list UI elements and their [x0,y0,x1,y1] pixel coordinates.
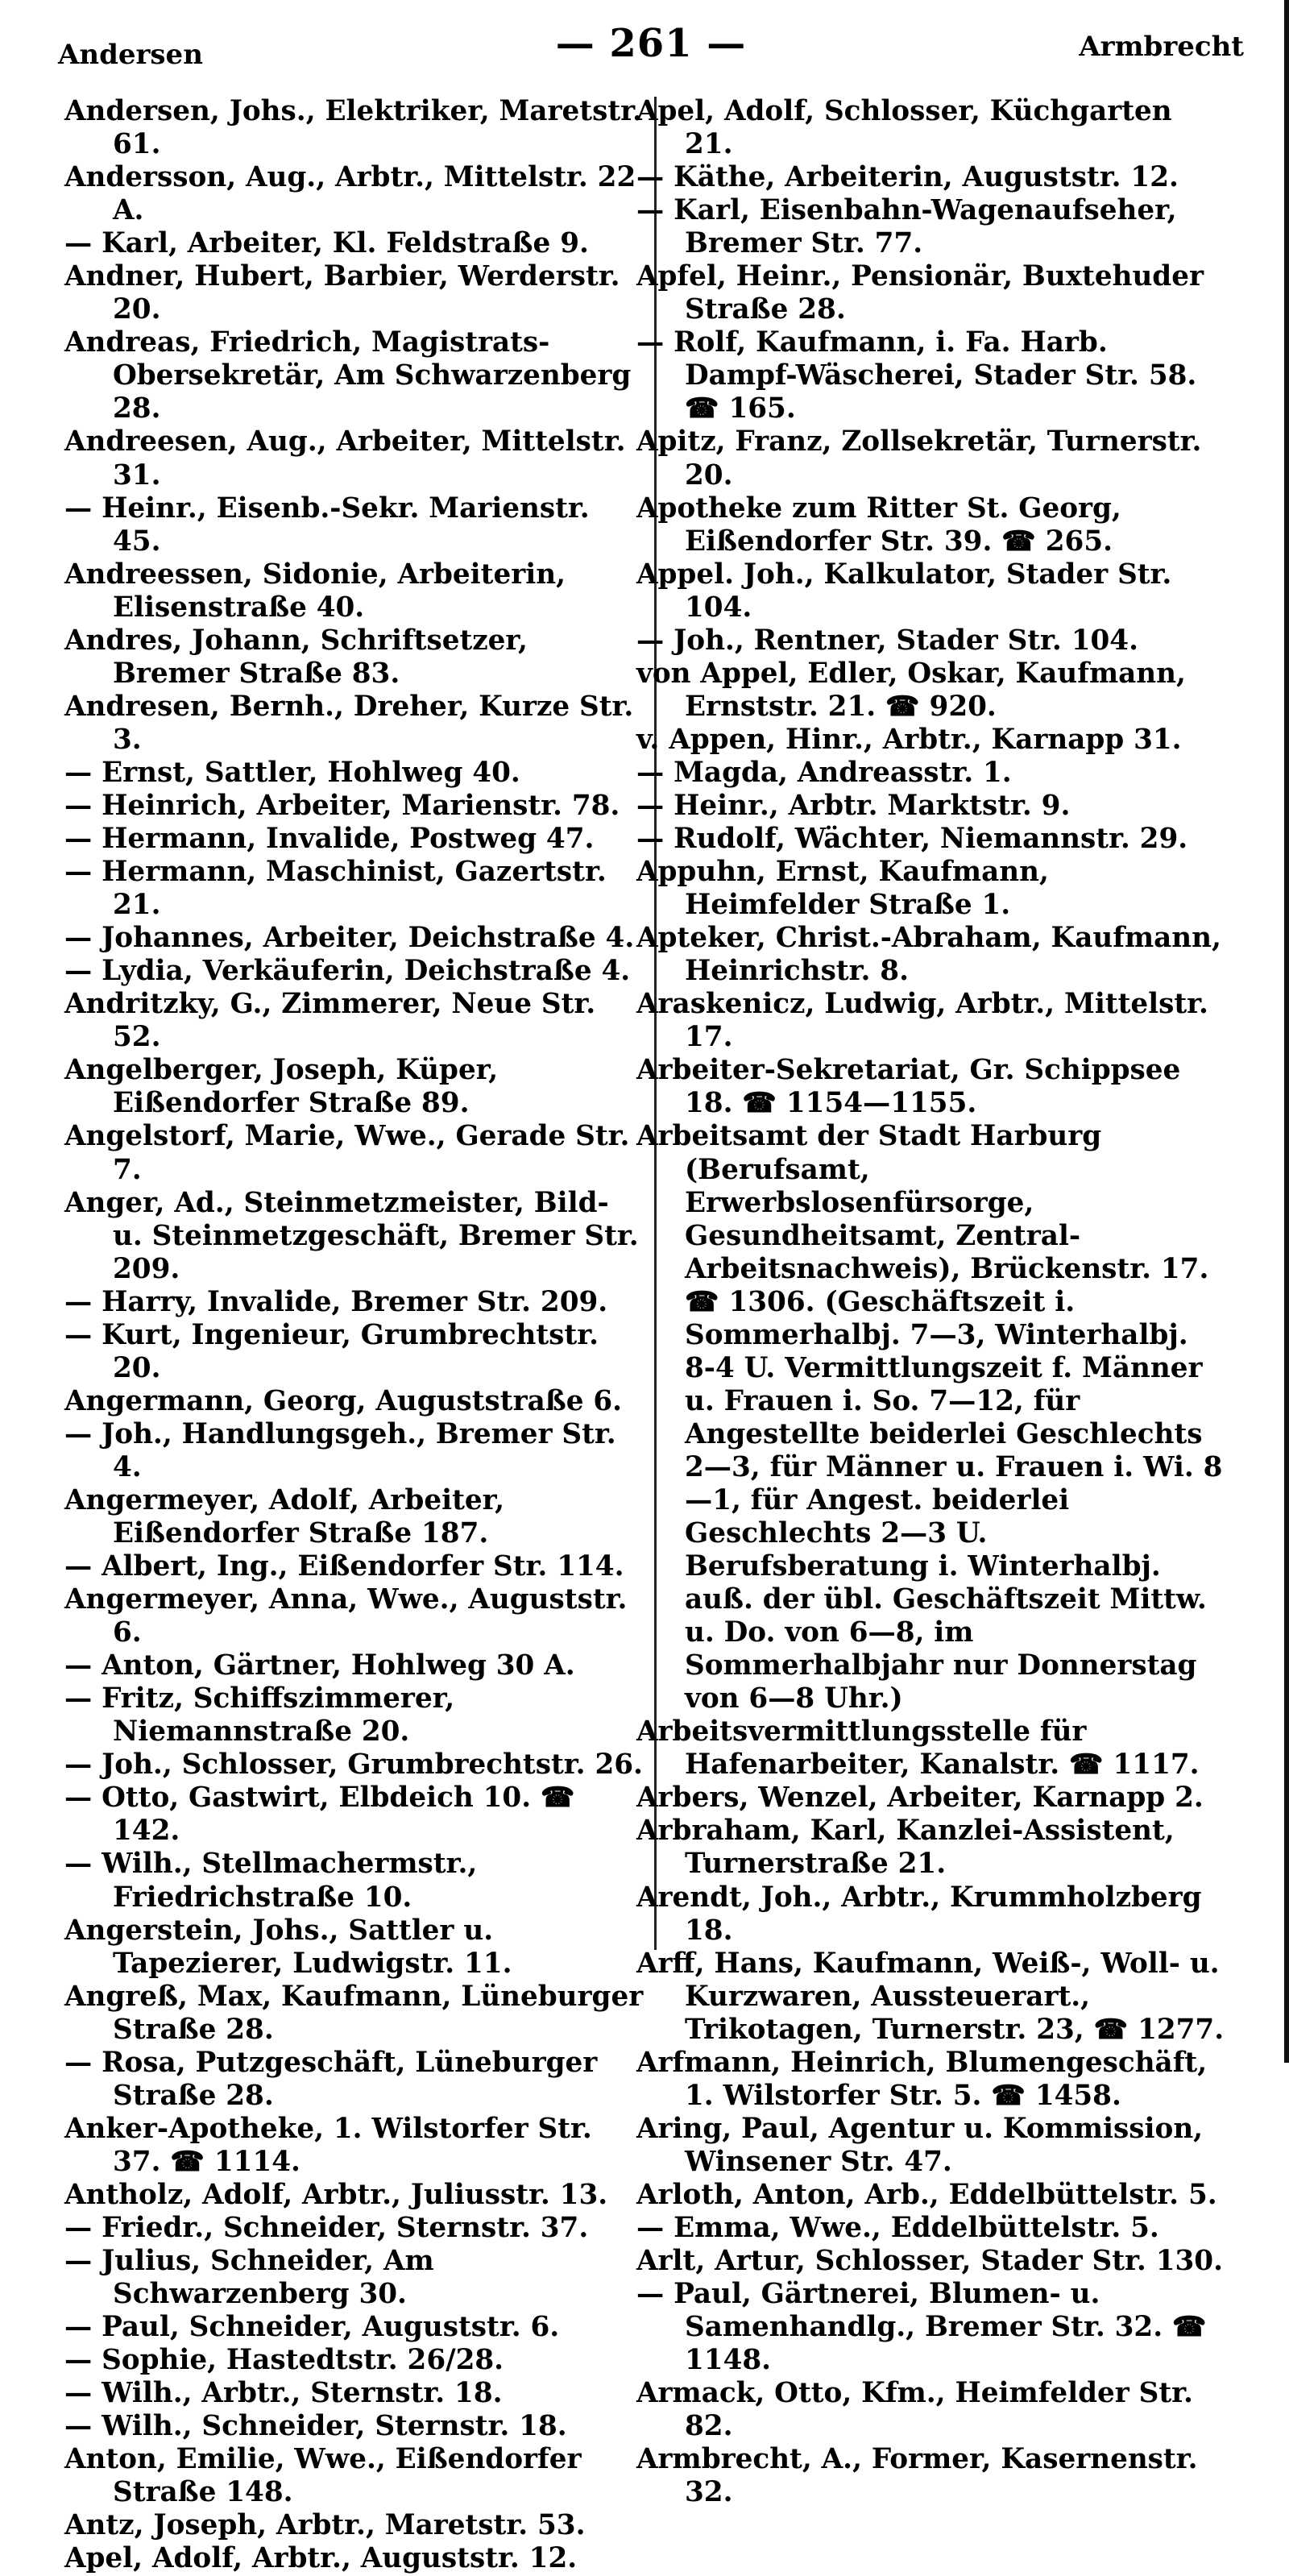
directory-entry: Appuhn, Ernst, Kaufmann, Heimfelder Straße 1. [636,856,1049,922]
directory-entry: — Wilh., Schneider, Sternstr. 18. [64,2410,567,2443]
directory-entry: Andritzky, G., Zimmerer, Neue Str. 52. [64,988,596,1054]
directory-entry: Arfmann, Heinrich, Blumengeschäft, 1. Wilstorfer Str. 5. ☎ 1458. [636,2046,1208,2112]
directory-entry: — Karl, Eisenbahn-Wagenaufseher, Bremer Str. 77. [636,194,1177,260]
directory-entry: von Appel, Edler, Oskar, Kaufmann, Ernststr. 21. ☎ 920. [636,657,1186,723]
directory-entry: Arff, Hans, Kaufmann, Weiß-, Woll- u. Kurzwaren, Aussteuerart., Trikotagen, Turnerstr. 23, ☎ 1277. [636,1947,1225,2046]
directory-entry: Arbeitsamt der Stadt Harburg (Berufsamt, Erwerbslosenfürsorge, Gesundheitsamt, Zentral-Arbeitsnachweis), Brückenstr. 17. ☎ 1306. (Geschäftszeit i. Sommerhalbj. 7—3, Winterhalbj. 8-4 U. Vermittlungszeit f. Männer u. Frauen i. So. 7—12, für Angestellte beiderlei Geschlechts 2—3, für Männer u. Frauen i. Wi. 8—1, für Angest. beiderlei Geschlechts 2—3 U. Berufsberatung i. Winterhalbj. auß. der übl. Geschäftszeit Mittw. u. Do. von 6—8, im Sommerhalbjahr nur Donnerstag von 6—8 Uhr.) [636,1120,1223,1715]
directory-entry: — Kurt, Ingenieur, Grumbrechtstr. 20. [64,1318,599,1384]
directory-entry: Angermann, Georg, Auguststraße 6. [64,1384,623,1417]
directory-entry: — Lydia, Verkäuferin, Deichstraße 4. [64,955,631,988]
directory-entry: Arbers, Wenzel, Arbeiter, Karnapp 2. [636,1782,1204,1815]
directory-entry: Andreessen, Sidonie, Arbeiterin, Elisenstraße 40. [64,558,566,624]
header-last-name: Armbrecht [1079,31,1244,63]
directory-entry: Andersson, Aug., Arbtr., Mittelstr. 22 A. [64,161,636,227]
left-column [64,95,644,2576]
directory-entry: Angreß, Max, Kaufmann, Lüneburger Straße 28. [64,1980,644,2046]
directory-entry: Arloth, Anton, Arb., Eddelbüttelstr. 5. [636,2178,1217,2211]
directory-entry: — Albert, Ing., Eißendorfer Str. 114. [64,1550,624,1583]
directory-entry: Antz, Joseph, Arbtr., Maretstr. 53. [64,2509,586,2542]
directory-entry: — Joh., Schlosser, Grumbrechtstr. 26. [64,1748,643,1782]
directory-entry: Apfel, Heinr., Pensionär, Buxtehuder Straße 28. [636,260,1204,326]
directory-entry: Arbeiter-Sekretariat, Gr. Schippsee 18. ☎ 1154—1155. [636,1054,1181,1120]
directory-entry: — Heinrich, Arbeiter, Marienstr. 78. [64,789,620,822]
directory-entry: — Rolf, Kaufmann, i. Fa. Harb. Dampf-Wäscherei, Stader Str. 58. ☎ 165. [636,326,1197,425]
directory-entry: — Harry, Invalide, Bremer Str. 209. [64,1285,608,1318]
page-number: — 261 — [555,21,747,66]
directory-entry: — Julius, Schneider, Am Schwarzenberg 30. [64,2245,434,2311]
directory-entry: — Johannes, Arbeiter, Deichstraße 4. [64,922,635,955]
directory-entry: — Käthe, Arbeiterin, Auguststr. 12. [636,161,1179,194]
directory-entry: — Ernst, Sattler, Hohlweg 40. [64,756,520,789]
directory-entry: Armack, Otto, Kfm., Heimfelder Str. 82. [636,2377,1193,2443]
directory-entry: Arlt, Artur, Schlosser, Stader Str. 130. [636,2245,1223,2278]
directory-entry: — Karl, Arbeiter, Kl. Feldstraße 9. [64,227,589,260]
directory-entry: Apteker, Christ.-Abraham, Kaufmann, Heinrichstr. 8. [636,922,1221,988]
directory-entry: — Magda, Andreasstr. 1. [636,756,1012,789]
directory-entry: Angelberger, Joseph, Küper, Eißendorfer Straße 89. [64,1054,499,1120]
directory-entry: Andreas, Friedrich, Magistrats-Obersekretär, Am Schwarzenberg 28. [64,326,632,425]
directory-entry: — Paul, Schneider, Auguststr. 6. [64,2311,560,2344]
directory-entry: — Wilh., Arbtr., Sternstr. 18. [64,2377,503,2410]
directory-entry: Andres, Johann, Schriftsetzer, Bremer Straße 83. [64,624,528,690]
directory-entry: — Wilh., Stellmachermstr., Friedrichstraße 10. [64,1848,478,1914]
directory-entry: — Rudolf, Wächter, Niemannstr. 29. [636,823,1188,856]
directory-entry: — Rosa, Putzgeschäft, Lüneburger Straße 28. [64,2046,598,2112]
directory-entry: Antholz, Adolf, Arbtr., Juliusstr. 13. [64,2178,608,2211]
directory-entry: Angermeyer, Anna, Wwe., Auguststr. 6. [64,1583,628,1649]
directory-entry: Apel, Adolf, Schlosser, Küchgarten 21. [636,95,1172,161]
right-column [636,95,1225,2509]
directory-entry: — Hermann, Maschinist, Gazertstr. 21. [64,856,607,922]
directory-entry: — Friedr., Schneider, Sternstr. 37. [64,2212,589,2244]
directory-entry: Andner, Hubert, Barbier, Werderstr. 20. [64,260,620,326]
directory-entry: Andreesen, Aug., Arbeiter, Mittelstr. 31. [64,425,626,492]
directory-entry: — Fritz, Schiffszimmerer, Niemannstraße 20. [64,1682,455,1748]
directory-entry: v. Appen, Hinr., Arbtr., Karnapp 31. [636,723,1182,756]
directory-entry: — Heinr., Arbtr. Marktstr. 9. [636,789,1071,822]
directory-entry: — Heinr., Eisenb.-Sekr. Marienstr. 45. [64,492,590,558]
directory-entry: Andresen, Bernh., Dreher, Kurze Str. 3. [64,690,634,756]
directory-entry: Arbraham, Karl, Kanzlei-Assistent, Turnerstraße 21. [636,1815,1175,1881]
directory-entry: Apotheke zum Ritter St. Georg, Eißendorfer Str. 39. ☎ 265. [636,492,1121,558]
directory-entry: Arbeitsvermittlungsstelle für Hafenarbeiter, Kanalstr. ☎ 1117. [636,1715,1200,1782]
directory-entry: — Emma, Wwe., Eddelbüttelstr. 5. [636,2212,1159,2244]
directory-entry: Angermeyer, Adolf, Arbeiter, Eißendorfer Straße 187. [64,1483,505,1550]
directory-entry: Apel, Adolf, Arbtr., Auguststr. 12. [64,2542,578,2575]
directory-entry: — Otto, Gastwirt, Elbdeich 10. ☎ 142. [64,1782,575,1848]
directory-entry: — Paul, Gärtnerei, Blumen- u. Samenhandlg., Bremer Str. 32. ☎ 1148. [636,2278,1207,2377]
directory-entry: — Joh., Handlungsgeh., Bremer Str. 4. [64,1417,616,1483]
directory-entry: Angelstorf, Marie, Wwe., Gerade Str. 7. [64,1120,630,1186]
directory-entry: — Sophie, Hastedtstr. 26/28. [64,2344,504,2377]
directory-entry: Andersen, Johs., Elektriker, Maretstr. 61. [64,95,642,161]
directory-entry: Aring, Paul, Agentur u. Kommission, Winsener Str. 47. [636,2112,1204,2178]
directory-entry: — Anton, Gärtner, Hohlweg 30 A. [64,1649,575,1682]
directory-entry: Armbrecht, A., Former, Kasernenstr. 32. [636,2443,1198,2509]
page-header [58,21,1244,77]
header-first-name: Andersen [58,39,203,71]
directory-entry: Appel. Joh., Kalkulator, Stader Str. 104. [636,558,1172,624]
directory-entry: — Joh., Rentner, Stader Str. 104. [636,624,1139,657]
directory-entry: Anton, Emilie, Wwe., Eißendorfer Straße 148. [64,2443,582,2509]
directory-entry: Anker-Apotheke, 1. Wilstorfer Str. 37. ☎ 1114. [64,2112,592,2178]
directory-entry: Angerstein, Johs., Sattler u. Tapezierer, Ludwigstr. 11. [64,1914,512,1980]
directory-entry: Araskenicz, Ludwig, Arbtr., Mittelstr. 17. [636,988,1208,1054]
directory-entry: Arendt, Joh., Arbtr., Krummholzberg 18. [636,1881,1202,1947]
directory-entry: Anger, Ad., Steinmetzmeister, Bild- u. Steinmetzgeschäft, Bremer Str. 209. [64,1186,639,1285]
directory-entry: Apitz, Franz, Zollsekretär, Turnerstr. 20. [636,425,1202,492]
directory-entry: — Hermann, Invalide, Postweg 47. [64,823,595,856]
